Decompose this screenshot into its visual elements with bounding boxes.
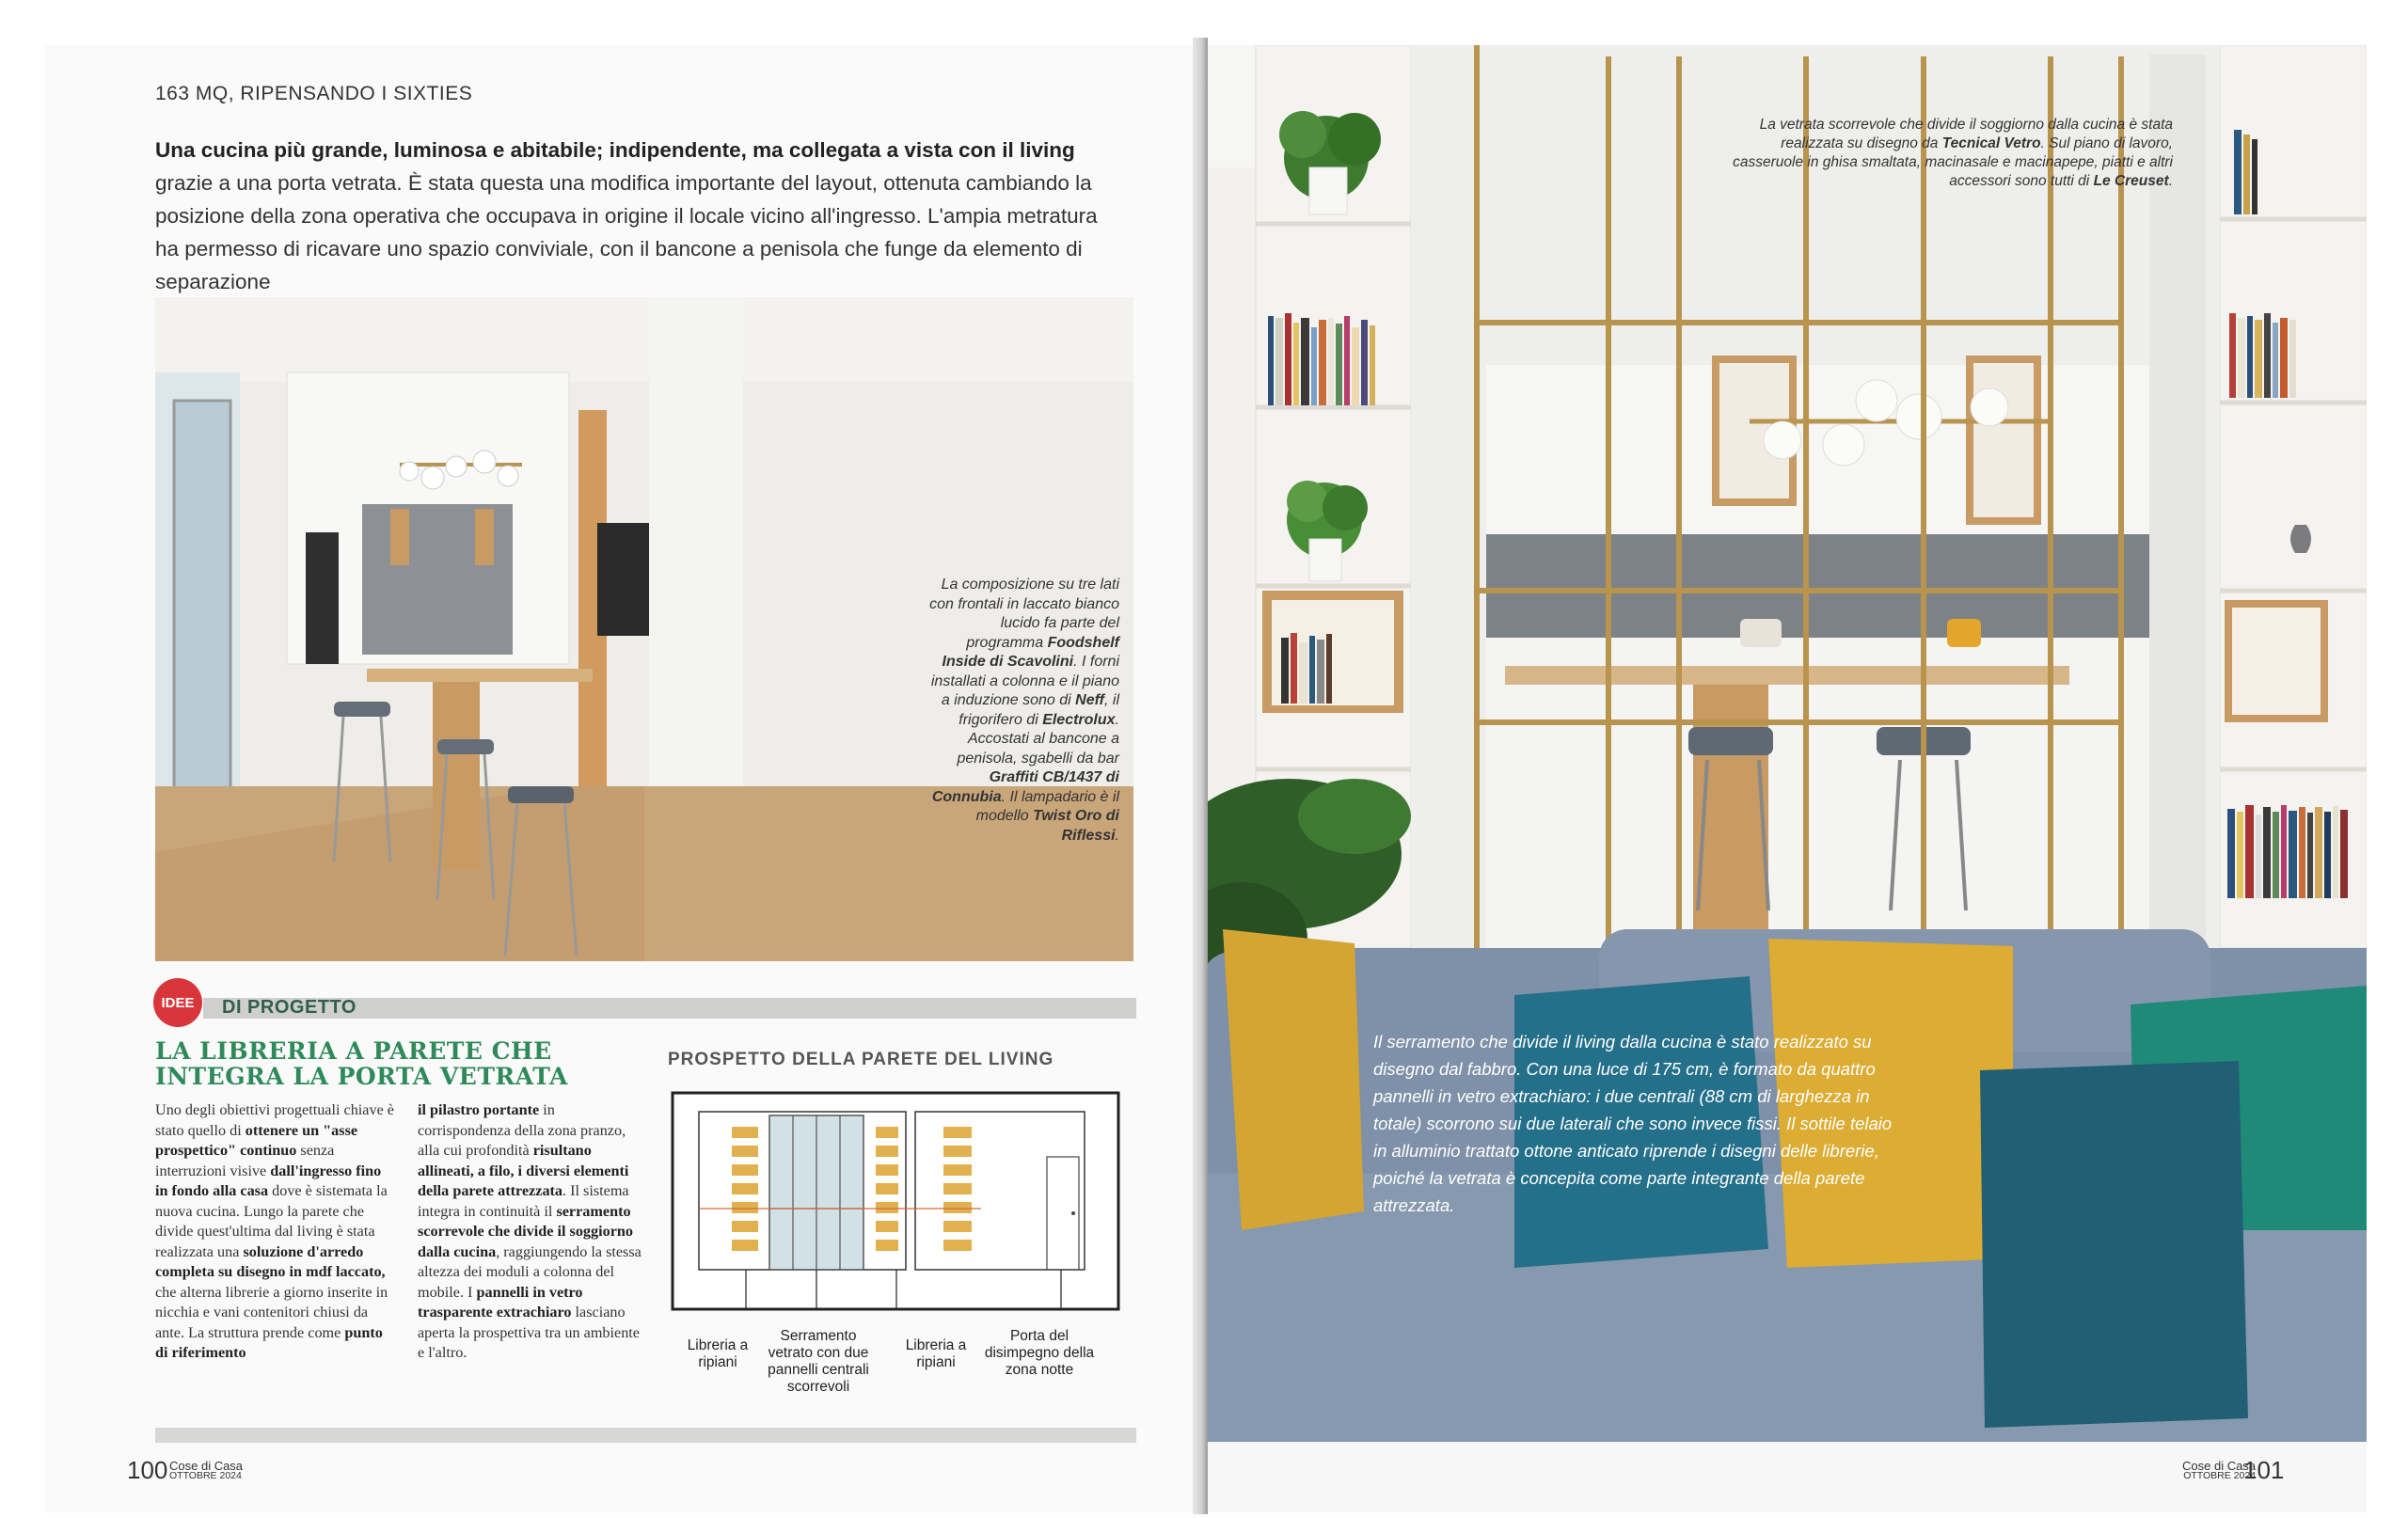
col1-run: senza interruzioni visive (155, 1142, 335, 1179)
col2-run: , raggiungendo la stessa altezza dei moduli a colonna del mobile. I (418, 1242, 642, 1301)
sofa-caption: Il serramento che divide il living dalla cucina è stato realizzato su disegno dal fabbro. Con una luce di 175 cm, è formato da quattro pannelli in vetro extrachiaro: i due centrali (88 cm di larghezza in totale) scorrono sui due laterali che sono invece fissi. Il sottile telaio in alluminio trattato ottone anticato riprende i disegni delle librerie, poiché la vetrata è concepita come parte integrante della parete attrezzata. (1373, 1032, 1893, 1215)
box-column-2 (418, 1100, 643, 1364)
folio-right-issue: OTTOBRE 2024 (2183, 1470, 2257, 1481)
running-head: 163 MQ, RIPENSANDO I SIXTIES (155, 83, 473, 104)
folio-right-mag (2182, 1461, 2256, 1481)
col1-run: dall'ingresso fino in fondo alla casa (155, 1162, 382, 1199)
col2-run: pannelli in vetro trasparente extrachiaro (418, 1283, 583, 1320)
folio-right-mag-name: Cose di Casa (2182, 1459, 2257, 1473)
kitchen-caption-run: La composizione su tre lati con frontali in laccato bianco lucido fa parte del programma (929, 577, 1119, 651)
glass-caption-run: Le Creuset (2093, 173, 2169, 189)
drawing-label-libreria-2: Libreria a ripiani (905, 1337, 967, 1370)
idee-subtitle: DI PROGETTO (222, 997, 356, 1018)
glass-caption-run: Tecnical Vetro (1941, 135, 2041, 151)
col2-run: risultano allineati, a filo, i diversi elementi della parete attrezzata (418, 1142, 629, 1199)
col2-run: . Il sistema integra in continuità il (418, 1182, 629, 1220)
col2-run: serramento scorrevole che divide il soggiorno dalla cucina (418, 1202, 633, 1260)
col1-run: punto di riferimento (155, 1323, 383, 1361)
col2-run: il pilastro portante (418, 1101, 540, 1118)
kitchen-caption-run: . (1115, 827, 1119, 844)
box-title: LA LIBRERIA A PARETE CHE INTEGRA LA PORTA VETRATA (155, 1037, 568, 1090)
glass-caption-run: La vetrata scorrevole che divide il soggiorno dalla cucina è stata realizzata su disegno da (1759, 117, 2173, 151)
bottom-rule (155, 1428, 1136, 1443)
glass-caption (1721, 116, 2173, 191)
drawing-title: PROSPETTO DELLA PARETE DEL LIVING (668, 1050, 1054, 1069)
intro-paragraph (155, 134, 1105, 298)
col2-run: in corrispondenza della zona pranzo, alla cui profondità (418, 1101, 626, 1159)
kitchen-caption-run: Graffiti CB/1437 di Connubia (931, 769, 1119, 805)
drawing-label-porta: Porta del disimpegno della zona notte (984, 1328, 1095, 1378)
kitchen-caption-run: Neff (1075, 692, 1104, 708)
col1-run: dove è sistemata la nuova cucina. Lungo la parete che divide quest'ultima dal living è stata realizzata una (155, 1182, 388, 1260)
folio-left-number: 100 (127, 1456, 168, 1484)
living-room-photo (1204, 45, 2367, 1442)
glass-caption-run: . Sul piano di lavoro, casseruole in ghisa smaltata, macinasale e macinapepe, piatti e altri accessori sono tutti di (1733, 135, 2173, 189)
right-page (1204, 45, 2367, 1512)
folio-left-mag-name: Cose di Casa (169, 1459, 244, 1473)
col1-run: ottenere un "asse prospettico" continuo (155, 1121, 358, 1159)
col1-run: soluzione d'arredo completa su disegno in mdf laccato, (155, 1242, 386, 1280)
col1-run: che alterna librerie a giorno inserite in nicchia e vani contenitori chiusi da ante. La struttura prende come (155, 1283, 388, 1341)
kitchen-caption-run: . Accostati al bancone a penisola, sgabelli da bar (957, 711, 1119, 767)
kitchen-caption-run: Foodshelf Inside di Scavolini (942, 634, 1119, 670)
wall-elevation-drawing (671, 1091, 1120, 1317)
intro-bold: Una cucina più grande, luminosa e abitabile; indipendente, ma collegata a vista con il living (155, 138, 1075, 162)
kitchen-caption (922, 576, 1119, 846)
drawing-label-serramento: Serramento vetrato con due pannelli centrali scorrevoli (768, 1328, 869, 1395)
folio-right-number: 101 (2243, 1456, 2285, 1484)
folio-left-issue: OTTOBRE 2024 (169, 1470, 242, 1481)
box-column-1 (155, 1100, 395, 1364)
col2-run: lasciano aperta la prospettiva tra un ambiente e l'altro. (418, 1304, 640, 1361)
folio-left-mag (169, 1461, 243, 1481)
kitchen-caption-run: Electrolux (1042, 711, 1116, 728)
kitchen-caption-run: Twist Oro di Riflessi (1033, 808, 1119, 844)
drawing-label-libreria-1: Libreria a ripiani (687, 1337, 749, 1370)
kitchen-caption-run: , il frigorifero di (958, 692, 1119, 728)
col1-run: Uno degli obiettivi progettuali chiave è stato quello di (155, 1101, 394, 1139)
kitchen-caption-run: . Il lampadario è il modello (975, 788, 1119, 824)
kitchen-caption-run: . I forni installati a colonna e il piano a induzione sono di (930, 654, 1119, 708)
spine-gutter (1193, 38, 1208, 1514)
glass-caption-run: . (2168, 173, 2173, 189)
intro-rest: grazie a una porta vetrata. È stata questa una modifica importante del layout, ottenuta cambiando la posizione della zona operativa che occupava in origine il locale vicino all'ingresso. L'ampia metratura ha permesso di ricavare uno spazio conviviale, con il bancone a penisola che funge da elemento di separazione (155, 171, 1098, 293)
idee-badge: IDEE (153, 978, 202, 1027)
